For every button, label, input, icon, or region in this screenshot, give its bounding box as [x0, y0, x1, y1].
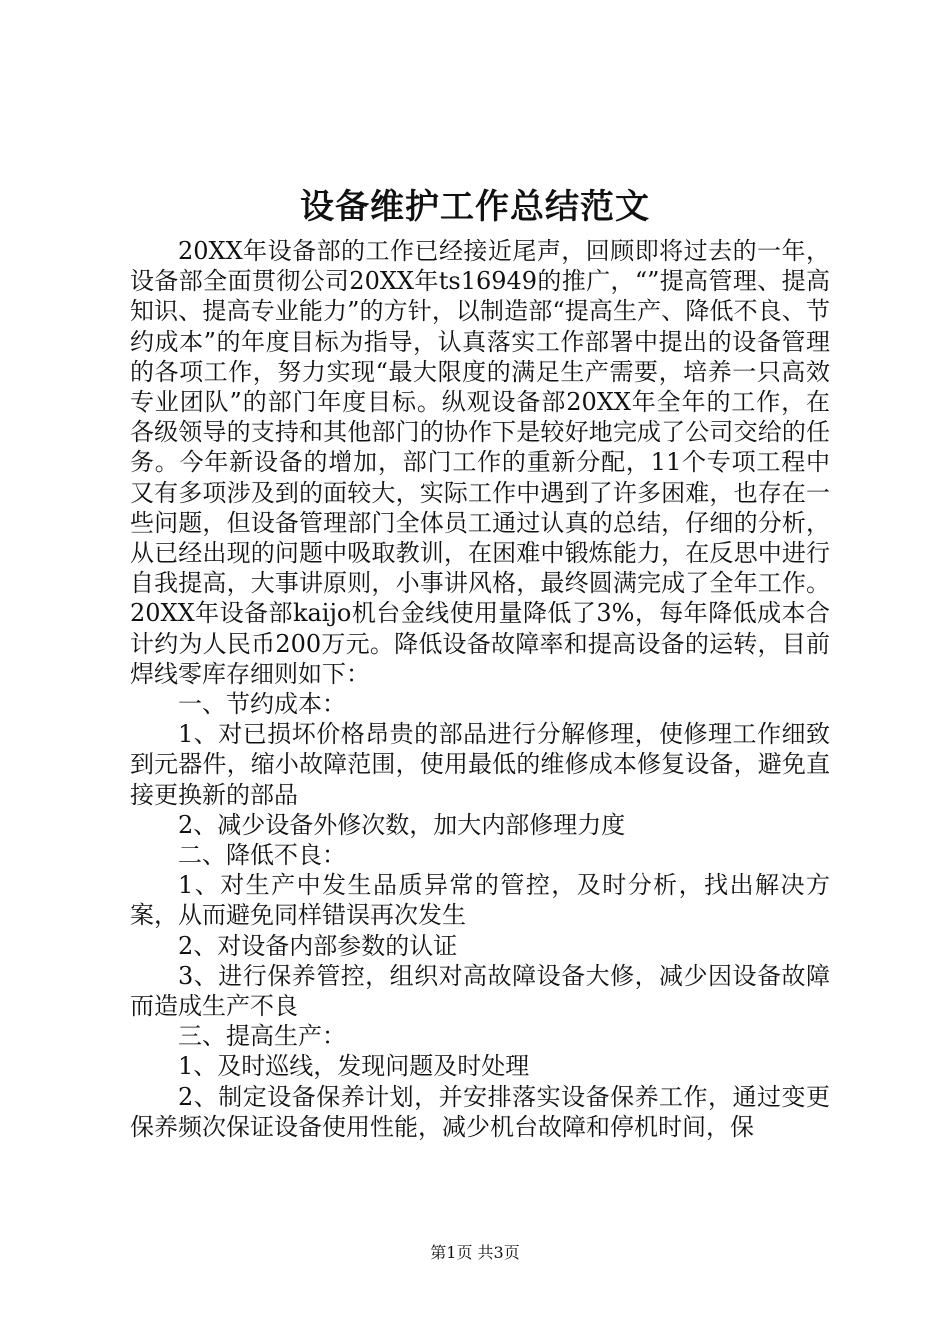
heading-reduce-defects: 二、降低不良：: [178, 841, 346, 870]
document-body: [130, 236, 830, 1142]
list-item: 2、制定设备保养计划，并安排落实设备保养工作，通过变更保养频次保证设备使用性能，减少机台故障和停机时间，保: [130, 1082, 830, 1141]
list-item: 2、对设备内部参数的认证: [178, 931, 458, 960]
list-item: 3、进行保养管控，组织对高故障设备大修，减少因设备故障而造成生产不良: [130, 961, 830, 1021]
page-footer: 第1页 共3页: [430, 1243, 520, 1262]
list-item: 1、对生产中发生品质异常的管控，及时分析，找出解决方案，从而避免同样错误再次发生: [130, 871, 830, 930]
list-item: 2、减少设备外修次数，加大内部修理力度: [178, 810, 626, 839]
list-item: 1、及时巡线，发现问题及时处理: [178, 1052, 530, 1081]
list-item: 1、对已损坏价格昂贵的部品进行分解修理，使修理工作细致到元器件，缩小故障范围，使用最低的维修成本修复设备，避免直接更换新的部品: [130, 720, 830, 809]
document-title: 设备维护工作总结范文: [300, 187, 650, 227]
heading-increase-production: 三、提高生产：: [178, 1022, 346, 1051]
heading-save-cost: 一、节约成本：: [178, 690, 346, 719]
paragraph-intro: 20XX年设备部的工作已经接近尾声，回顾即将过去的一年，设备部全面贯彻公司20XX年ts16949的推广，“”提高管理、提高知识、提高专业能力”的方针，以制造部“提高生产、降低不良、节约成本”的年度目标为指导，认真落实工作部署中提出的设备管理的各项工作，努力实现“最大限度的满足生产需要，培养一只高效专业团队”的部门年度目标。纵观设备部20XX年全年的工作，在各级领导的支持和其他部门的协作下是较好地完成了公司交给的任务。今年新设备的增加，部门工作的重新分配，11个专项工程中又有多项涉及到的面较大，实际工作中遇到了许多困难，也存在一些问题，但设备管理部门全体员工通过认真的总结，仔细的分析，从已经出现的问题中吸取教训，在困难中锻炼能力，在反思中进行自我提高，大事讲原则，小事讲风格，最终圆满完成了全年工作。20XX年设备部kaijo机台金线使用量降低了3%，每年降低成本合计约为人民币200万元。降低设备故障率和提高设备的运转，目前焊线零库存细则如下：: [130, 237, 830, 688]
